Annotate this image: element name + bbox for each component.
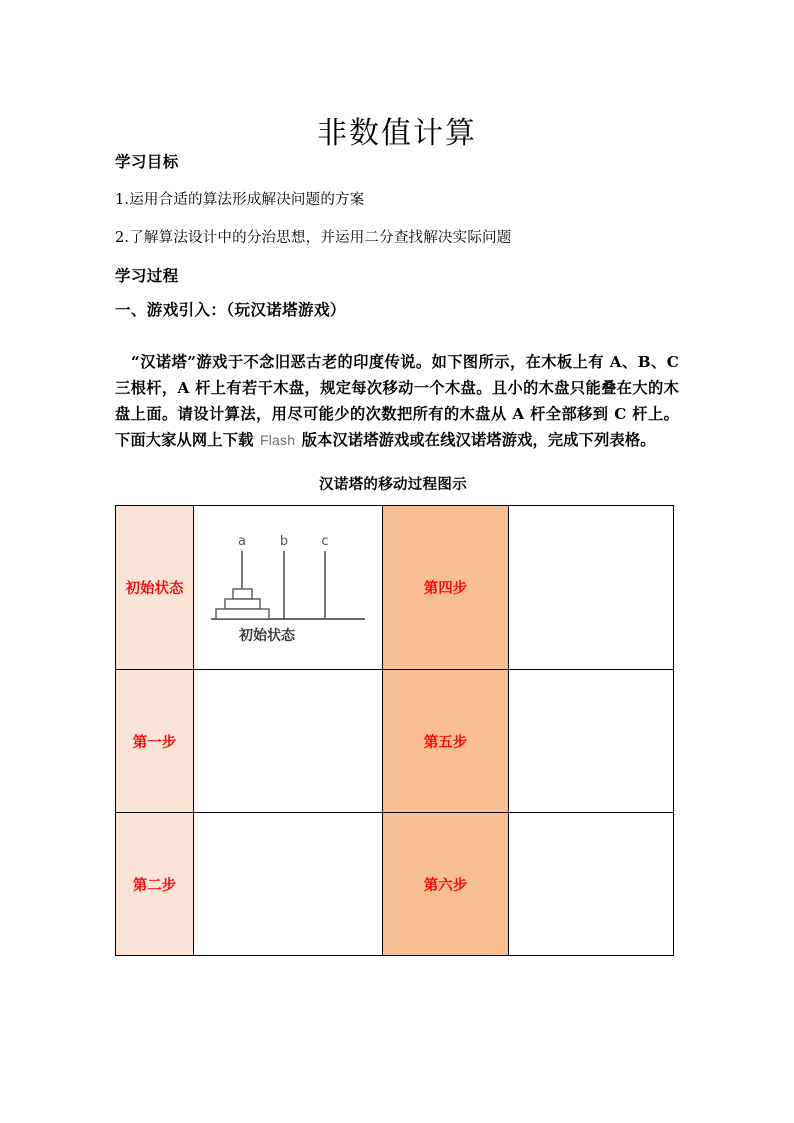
figure-caption: 初始状态	[239, 627, 295, 644]
step-label-step-two: 第二步	[116, 813, 194, 956]
step-label-initial-state: 初始状态	[116, 506, 194, 670]
step-label-step-five: 第五步	[383, 670, 509, 813]
page-title: 非数值计算	[317, 116, 477, 152]
disk-small	[233, 589, 252, 599]
disk-large	[216, 609, 269, 619]
table-row	[116, 813, 674, 956]
hanoi-steps-table	[115, 505, 674, 956]
peg-label-c: c	[321, 533, 329, 549]
table-caption: 汉诺塔的移动过程图示	[319, 476, 467, 493]
peg-label-b: b	[279, 533, 289, 549]
step-label-step-one: 第一步	[116, 670, 194, 813]
hanoi-figure-cell	[194, 506, 383, 670]
section-heading-goals: 学习目标	[115, 152, 179, 171]
answer-cell[interactable]	[509, 670, 674, 813]
answer-cell[interactable]	[194, 670, 383, 813]
answer-cell[interactable]	[194, 813, 383, 956]
section-heading-process: 学习过程	[115, 266, 179, 285]
answer-cell[interactable]	[509, 813, 674, 956]
peg-label-a: a	[238, 533, 246, 549]
flash-keyword: Flash	[259, 432, 296, 449]
hanoi-tower-diagram	[203, 529, 373, 647]
step-label-step-six: 第六步	[383, 813, 509, 956]
answer-cell[interactable]	[509, 506, 674, 670]
table-row	[116, 670, 674, 813]
paragraph-text-part2: 版本汉诺塔游戏或在线汉诺塔游戏，完成下列表格。	[296, 431, 656, 450]
table-row	[116, 506, 674, 670]
disk-medium	[225, 599, 260, 609]
learning-goal-item: 2.了解算法设计中的分治思想，并运用二分查找解决实际问题	[115, 230, 512, 246]
learning-goal-item: 1.运用合适的算法形成解决问题的方案	[115, 192, 365, 208]
paragraph-text-part1: “汉诺塔”游戏于不念旧恶古老的印度传说。如下图所示，在木板上有 A、B、C 三根杆，A 杆上有若干木盘，规定每次移动一个木盘。且小的木盘只能叠在大的木盘上面。请设计算法，用尽可能少的次数把所有的木盘从 A 杆全部移到 C 杆上。下面大家从网上下载	[115, 353, 679, 450]
step-label-step-four: 第四步	[383, 506, 509, 670]
section-heading-game-intro: 一、游戏引入：（玩汉诺塔游戏）	[115, 300, 346, 319]
body-paragraph	[115, 349, 679, 453]
